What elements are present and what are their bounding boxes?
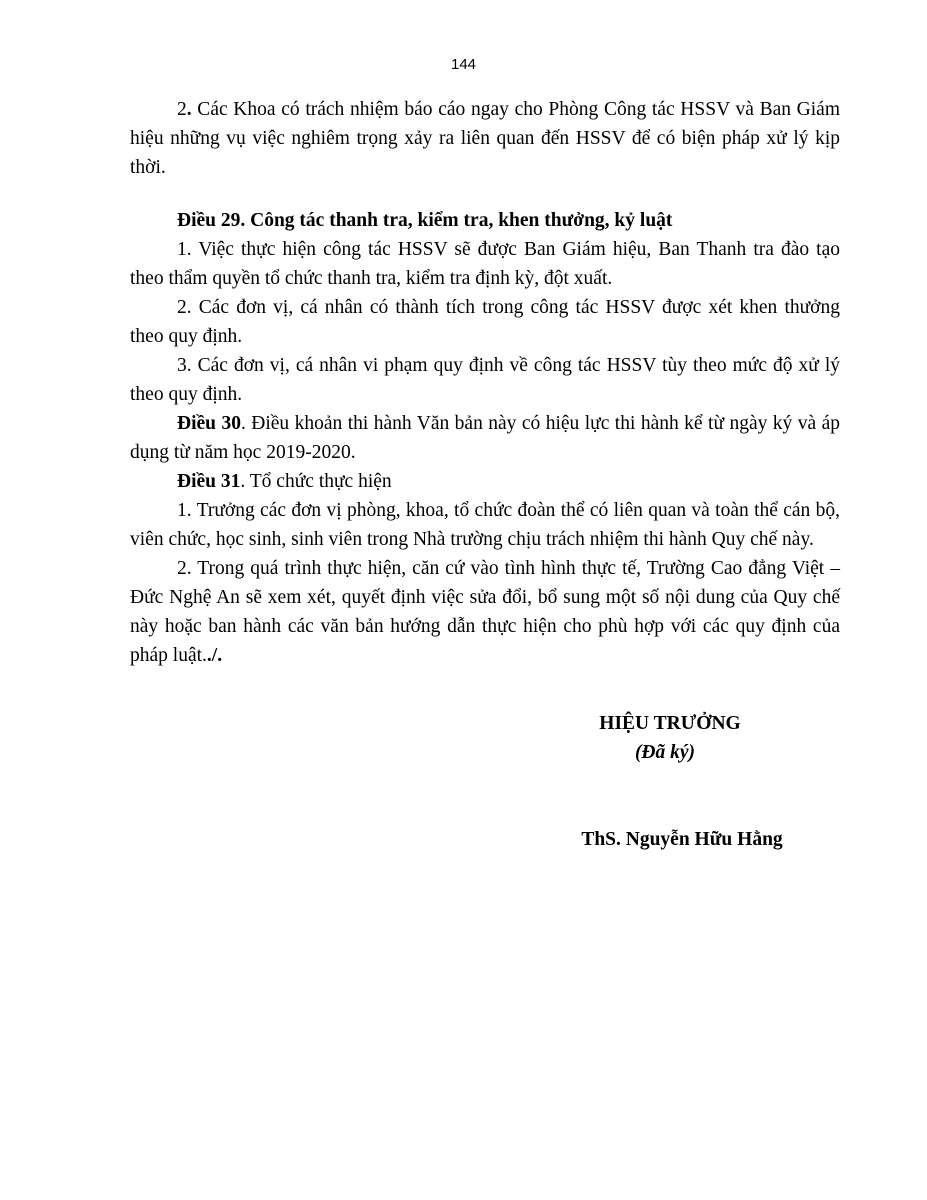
item-number-dot: . — [186, 99, 192, 120]
article-29-item-1: 1. Việc thực hiện công tác HSSV sẽ được Ban Giám hiệu, Ban Thanh tra đào tạo theo thẩm quyền tổ chức thanh tra, kiểm tra định kỳ, đột xuất. — [130, 239, 840, 289]
article-31-text: . Tổ chức thực hiện — [240, 471, 392, 492]
document-body — [130, 95, 840, 670]
paragraph-text: Các Khoa có trách nhiệm báo cáo ngay cho Phòng Công tác HSSV và Ban Giám hiệu những vụ việc nghiêm trọng xảy ra liên quan đến HSSV để có biện pháp xử lý kịp thời. — [130, 99, 840, 178]
article-31-label: Điều 31 — [177, 471, 241, 492]
paragraph-faculty-reporting — [130, 95, 840, 182]
article-31-paragraph — [130, 467, 840, 496]
article-31-item-2-text: 2. Trong quá trình thực hiện, căn cứ vào tình hình thực tế, Trường Cao đẳng Việt – Đức Nghệ An sẽ xem xét, quyết định việc sửa đổi, bổ sung một số nội dung của Quy chế này hoặc ban hành các văn bản hướng dẫn thực hiện cho phù hợp với các quy định của pháp luật. — [130, 558, 840, 666]
article-29-heading: Điều 29. Công tác thanh tra, kiểm tra, khen thưởng, kỷ luật — [177, 210, 673, 231]
item-number: 2 — [177, 99, 187, 120]
article-31-item-2 — [130, 554, 840, 670]
article-29-item-3: 3. Các đơn vị, cá nhân vi phạm quy định về công tác HSSV tùy theo mức độ xử lý theo quy định. — [130, 355, 840, 405]
signature-title: HIỆU TRƯỞNG — [599, 713, 741, 734]
closing-mark: ./. — [206, 645, 223, 666]
signature-status: (Đã ký) — [634, 742, 696, 763]
article-30-paragraph — [130, 409, 840, 467]
signatory-name: ThS. Nguyễn Hữu Hằng — [581, 829, 783, 850]
article-31-item-1: 1. Trưởng các đơn vị phòng, khoa, tổ chức đoàn thể có liên quan và toàn thể cán bộ, viên chức, học sinh, sinh viên trong Nhà trường chịu trách nhiệm thi hành Quy chế này. — [130, 500, 840, 550]
page-number: 144 — [450, 56, 477, 73]
article-30-label: Điều 30 — [177, 413, 241, 434]
article-29-item-2: 2. Các đơn vị, cá nhân có thành tích trong công tác HSSV được xét khen thưởng theo quy định. — [130, 297, 840, 347]
article-30-text: . Điều khoản thi hành Văn bản này có hiệu lực thi hành kể từ ngày ký và áp dụng từ năm học 2019-2020. — [130, 413, 841, 463]
